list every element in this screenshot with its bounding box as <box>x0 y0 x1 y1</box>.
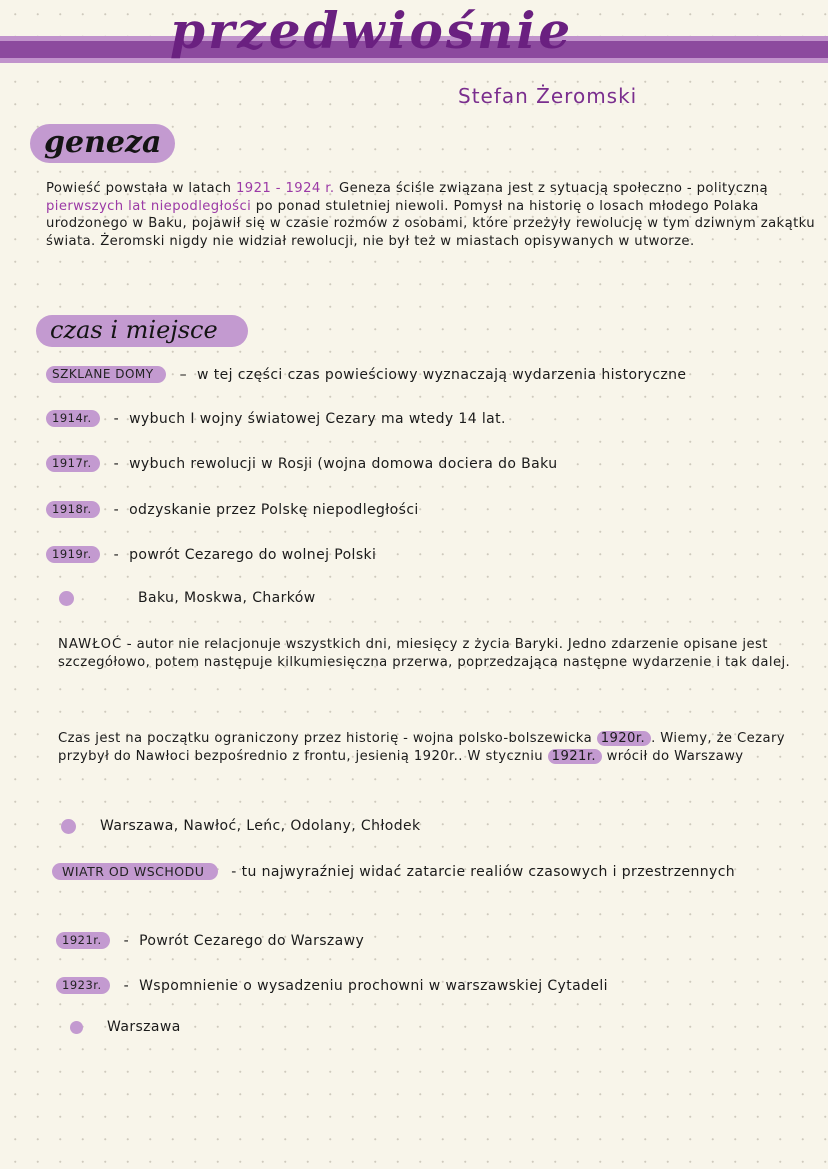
czas-text-1: Czas jest na początku ograniczony przez historię - wojna polsko-bolszewicka <box>58 731 597 746</box>
nawloc-label: NAWŁOĆ <box>58 637 123 652</box>
bullet-dot-icon <box>70 1021 83 1034</box>
timeline-text: powrót Cezarego do wolnej Polski <box>129 546 377 563</box>
year-tag: 1919r. <box>46 546 100 563</box>
bullet-dot-icon <box>59 591 74 606</box>
timeline-text: wybuch I wojny światowej Cezary ma wtedy 14 lat. <box>129 410 506 427</box>
year-tag: 1920r. <box>597 731 651 746</box>
timeline-row <box>56 977 608 994</box>
year-tag: 1923r. <box>56 977 110 994</box>
timeline-row <box>46 455 558 472</box>
dash: - <box>123 977 130 994</box>
year-tag: 1921r. <box>56 932 110 949</box>
nawloc-text: - autor nie relacjonuje wszystkich dni, miesięcy z życia Baryki. Jedno zdarzenie opisane jest szczegółowo, potem następuje kilkumiesięczna przerwa, poprzedzająca następne wydarzenie i tak dalej. <box>58 637 791 670</box>
geneza-text-3: po ponad stuletniej niewoli. Pomysł na historię o losach młodego Polaka urodzonego w Baku, pojawił się w czasie rozmów z osobami, które przeżyły rewolucję w tym dziwnym zakątku świata. Żeromski nigdy nie widział rewolucji, nie był też w miastach opisywanych w utworze. <box>46 198 816 249</box>
geneza-text-1: Powieść powstała w latach <box>46 181 236 196</box>
nawloc-paragraph <box>58 636 808 671</box>
dash: – <box>179 366 188 383</box>
year-tag: 1918r. <box>46 501 100 518</box>
page-title: przedwiośnie <box>170 1 574 60</box>
year-tag: 1917r. <box>46 455 100 472</box>
czas-text-2: . Wiemy, że Cezary przybył do Nawłoci bezpośrednio z frontu, jesienią 1920r.. W styczniu <box>58 731 785 764</box>
places-text: Baku, Moskwa, Charków <box>138 590 316 606</box>
timeline-row <box>46 501 419 518</box>
timeline-text: odzyskanie przez Polskę niepodległości <box>129 501 419 518</box>
places-text: Warszawa <box>107 1019 181 1035</box>
places-row <box>70 1019 181 1035</box>
dash: - <box>113 410 120 427</box>
dash: - <box>123 932 130 949</box>
timeline-text: Powrót Cezarego do Warszawy <box>139 932 365 949</box>
section-heading-czas-i-miejsce: czas i miejsce <box>36 315 248 347</box>
section-heading-geneza: geneza <box>30 124 175 163</box>
timeline-row <box>56 932 364 949</box>
dash: - <box>113 546 120 563</box>
timeline-row <box>46 546 376 563</box>
author-name: Stefan Żeromski <box>458 84 638 108</box>
timeline-text: wybuch rewolucji w Rosji (wojna domowa dociera do Baku <box>129 455 558 472</box>
timeline-row <box>46 410 506 427</box>
geneza-highlight: pierwszych lat niepodległości <box>46 198 252 214</box>
szklane-domy-tag: SZKLANE DOMY <box>46 366 166 383</box>
timeline-text: Wspomnienie o wysadzeniu prochowni w warszawskiej Cytadeli <box>139 977 608 994</box>
year-tag: 1914r. <box>46 410 100 427</box>
dash: - <box>113 455 120 472</box>
geneza-text-2: Geneza ściśle związana jest z sytuacją społeczno - polityczną <box>334 181 769 196</box>
wiatr-text: - tu najwyraźniej widać zatarcie realiów czasowych i przestrzennych <box>231 864 736 880</box>
places-text: Warszawa, Nawłoć, Leńc, Odolany, Chłodek <box>100 818 421 834</box>
czas-text-3: wrócił do Warszawy <box>602 748 744 764</box>
places-row <box>61 818 421 834</box>
places-row <box>59 590 316 606</box>
bullet-dot-icon <box>61 819 76 834</box>
year-tag: 1921r. <box>548 749 602 764</box>
geneza-years: 1921 - 1924 r. <box>235 181 335 196</box>
geneza-paragraph <box>46 180 816 250</box>
wiatr-tag: WIATR OD WSCHODU <box>52 863 218 880</box>
szklane-domy-text: w tej części czas powieściowy wyznaczają wydarzenia historyczne <box>197 366 687 383</box>
dash: - <box>113 501 120 518</box>
wiatr-paragraph <box>52 862 812 883</box>
szklane-domy-row <box>46 366 686 383</box>
czas-paragraph <box>58 730 798 765</box>
